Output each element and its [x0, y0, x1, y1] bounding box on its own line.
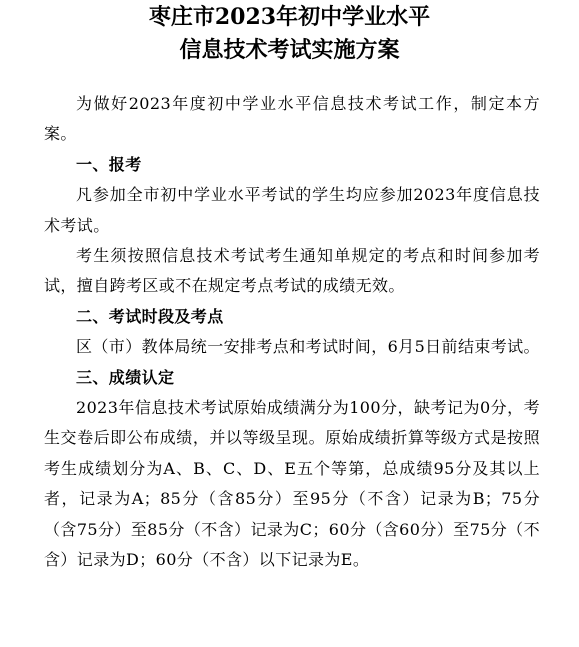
score-grading-paragraph: 2023年信息技术考试原始成绩满分为100分，缺考记为0分，考生交卷后即公布成绩，并以等级呈现。原始成绩折算等级方式是按照考生成绩划分为A、B、C、D、E五个等第，总成绩95分及其以上者，记录为A；85分（含85分）至95分（不含）记录为B；75分（含75分）至85分（不含）记录为C；60分（含60分）至75分（不含）记录为D；60分（不含）以下记录为E。 — [44, 398, 540, 570]
registration-paragraph-2: 考生须按照信息技术考试考生通知单规定的考点和时间参加考试，擅自跨考区或不在规定考点考试的成绩无效。 — [44, 246, 540, 296]
document-title-line-2: 信息技术考试实施方案 — [179, 37, 400, 63]
section-heading-score-grading: 三、成绩认定 — [76, 367, 175, 387]
intro-paragraph: 为做好2023年度初中学业水平信息技术考试工作，制定本方案。 — [44, 94, 540, 144]
document-title-line-1: 枣庄市2023年初中学业水平 — [148, 4, 431, 30]
exam-time-venue-paragraph: 区（市）教体局统一安排考点和考试时间，6月5日前结束考试。 — [76, 337, 540, 357]
registration-paragraph-1: 凡参加全市初中学业水平考试的学生均应参加2023年度信息技术考试。 — [44, 185, 540, 235]
section-heading-exam-time-venue: 二、考试时段及考点 — [76, 306, 224, 326]
section-heading-registration: 一、报考 — [76, 154, 142, 174]
document-body — [44, 89, 540, 576]
